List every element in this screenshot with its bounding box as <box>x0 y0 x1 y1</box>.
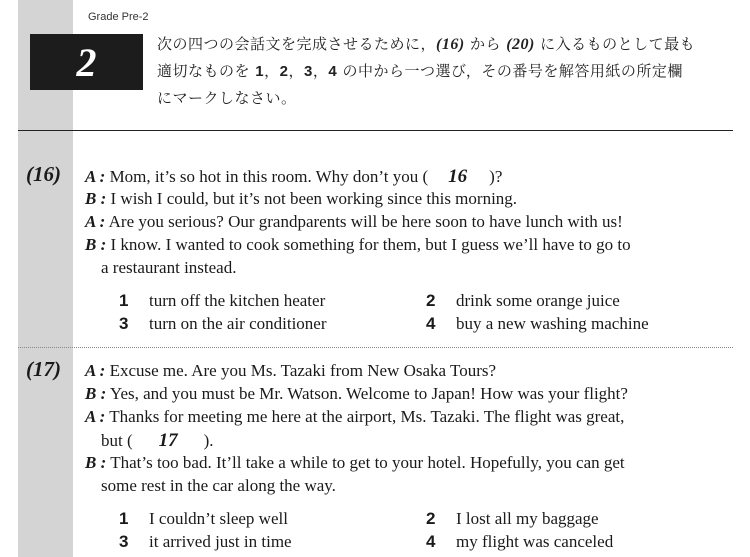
option-number: 2 <box>426 291 436 310</box>
option-text: buy a new washing machine <box>456 314 649 333</box>
dialogue-line <box>85 235 631 255</box>
dialogue-text: I wish I could, but it’s not been working since this morning. <box>110 189 518 208</box>
instr-num: 2 <box>279 63 289 80</box>
instr-text: から <box>464 35 507 53</box>
option-text: I couldn’t sleep well <box>149 509 288 528</box>
option-number: 3 <box>119 314 129 333</box>
option-text: I lost all my baggage <box>456 509 599 528</box>
option-1[interactable] <box>119 509 288 529</box>
dialogue-text: Are you serious? Our grandparents will be here soon to have lunch with us! <box>108 212 623 231</box>
option-number: 1 <box>119 291 129 310</box>
dialogue-line <box>85 212 623 232</box>
question-label-17: (17) <box>26 357 61 381</box>
dialogue-text: That’s too bad. It’ll take a while to get to your hotel. Hopefully, you can get <box>110 453 625 472</box>
section-number: 2 <box>76 39 97 85</box>
dialogue-line <box>85 361 496 381</box>
option-text: turn on the air conditioner <box>149 314 327 333</box>
section-number-badge <box>30 34 143 90</box>
speaker-label: B : <box>85 189 107 208</box>
option-text: it arrived just in time <box>149 532 292 551</box>
dialogue-line <box>85 453 625 473</box>
speaker-label: A : <box>85 212 106 231</box>
dialogue-text: but ( <box>101 431 133 450</box>
speaker-label: A : <box>85 167 106 186</box>
dialogue-line <box>85 166 502 188</box>
option-text: turn off the kitchen heater <box>149 291 326 310</box>
instructions-line-2: 適切なものを 1，2，3，4 の中から一つ選び，その番号を解答用紙の所定欄 <box>157 62 683 80</box>
dialogue-text: Thanks for meeting me here at the airport, Ms. Tazaki. The flight was great, <box>109 407 625 426</box>
instr-num: 1 <box>255 63 265 80</box>
speaker-label: B : <box>85 384 107 403</box>
dialogue-line <box>85 407 624 427</box>
answer-blank-17: 17 <box>158 430 178 451</box>
instr-text: 次の四つの会話文を完成させるために， <box>157 35 437 53</box>
dialogue-line <box>85 189 517 209</box>
option-number: 2 <box>426 509 436 528</box>
dialogue-text: ). <box>203 431 214 450</box>
instr-text: 適切なものを <box>157 62 256 80</box>
instr-num: 3 <box>304 63 313 80</box>
option-3[interactable] <box>119 532 292 552</box>
dialogue-text: )? <box>489 167 503 186</box>
option-2[interactable] <box>426 509 599 529</box>
option-text: my flight was canceled <box>456 532 614 551</box>
dialogue-text: Mom, it’s so hot in this room. Why don’t you ( <box>109 167 429 186</box>
grade-label: Grade Pre-2 <box>88 11 149 23</box>
answer-blank-16: 16 <box>448 166 468 187</box>
option-3[interactable] <box>119 314 327 334</box>
option-4[interactable] <box>426 532 613 552</box>
option-number: 4 <box>426 314 436 333</box>
dialogue-text: Excuse me. Are you Ms. Tazaki from New Osaka Tours? <box>109 361 497 380</box>
instr-to: (20) <box>506 36 535 53</box>
dialogue-text: I know. I wanted to cook something for them, but I guess we’ll have to go to <box>110 235 631 254</box>
dialogue-continuation <box>101 430 214 452</box>
option-number: 1 <box>119 509 129 528</box>
dialogue-text: Yes, and you must be Mr. Watson. Welcome to Japan! How was your flight? <box>109 384 628 403</box>
option-number: 4 <box>426 532 436 551</box>
instr-from: (16) <box>436 36 465 53</box>
header-divider <box>18 130 733 131</box>
option-2[interactable] <box>426 291 620 311</box>
speaker-label: A : <box>85 407 106 426</box>
option-number: 3 <box>119 532 129 551</box>
question-label-16: (16) <box>26 162 61 186</box>
dialogue-continuation: a restaurant instead. <box>101 258 237 277</box>
option-4[interactable] <box>426 314 649 334</box>
option-text: drink some orange juice <box>456 291 620 310</box>
speaker-label: B : <box>85 235 107 254</box>
instr-text: の中から一つ選び，その番号を解答用紙の所定欄 <box>337 62 683 80</box>
instructions <box>157 31 737 111</box>
instructions-line-1 <box>157 31 737 58</box>
dialogue-continuation: some rest in the car along the way. <box>101 476 336 495</box>
speaker-label: B : <box>85 453 107 472</box>
dialogue-line <box>85 384 628 404</box>
instr-num: 4 <box>328 63 338 80</box>
question-divider <box>18 347 733 348</box>
speaker-label: A : <box>85 361 106 380</box>
option-1[interactable] <box>119 291 325 311</box>
instructions-line-3: にマークしなさい。 <box>157 89 297 107</box>
instr-text: に入るものとして最も <box>534 35 696 53</box>
